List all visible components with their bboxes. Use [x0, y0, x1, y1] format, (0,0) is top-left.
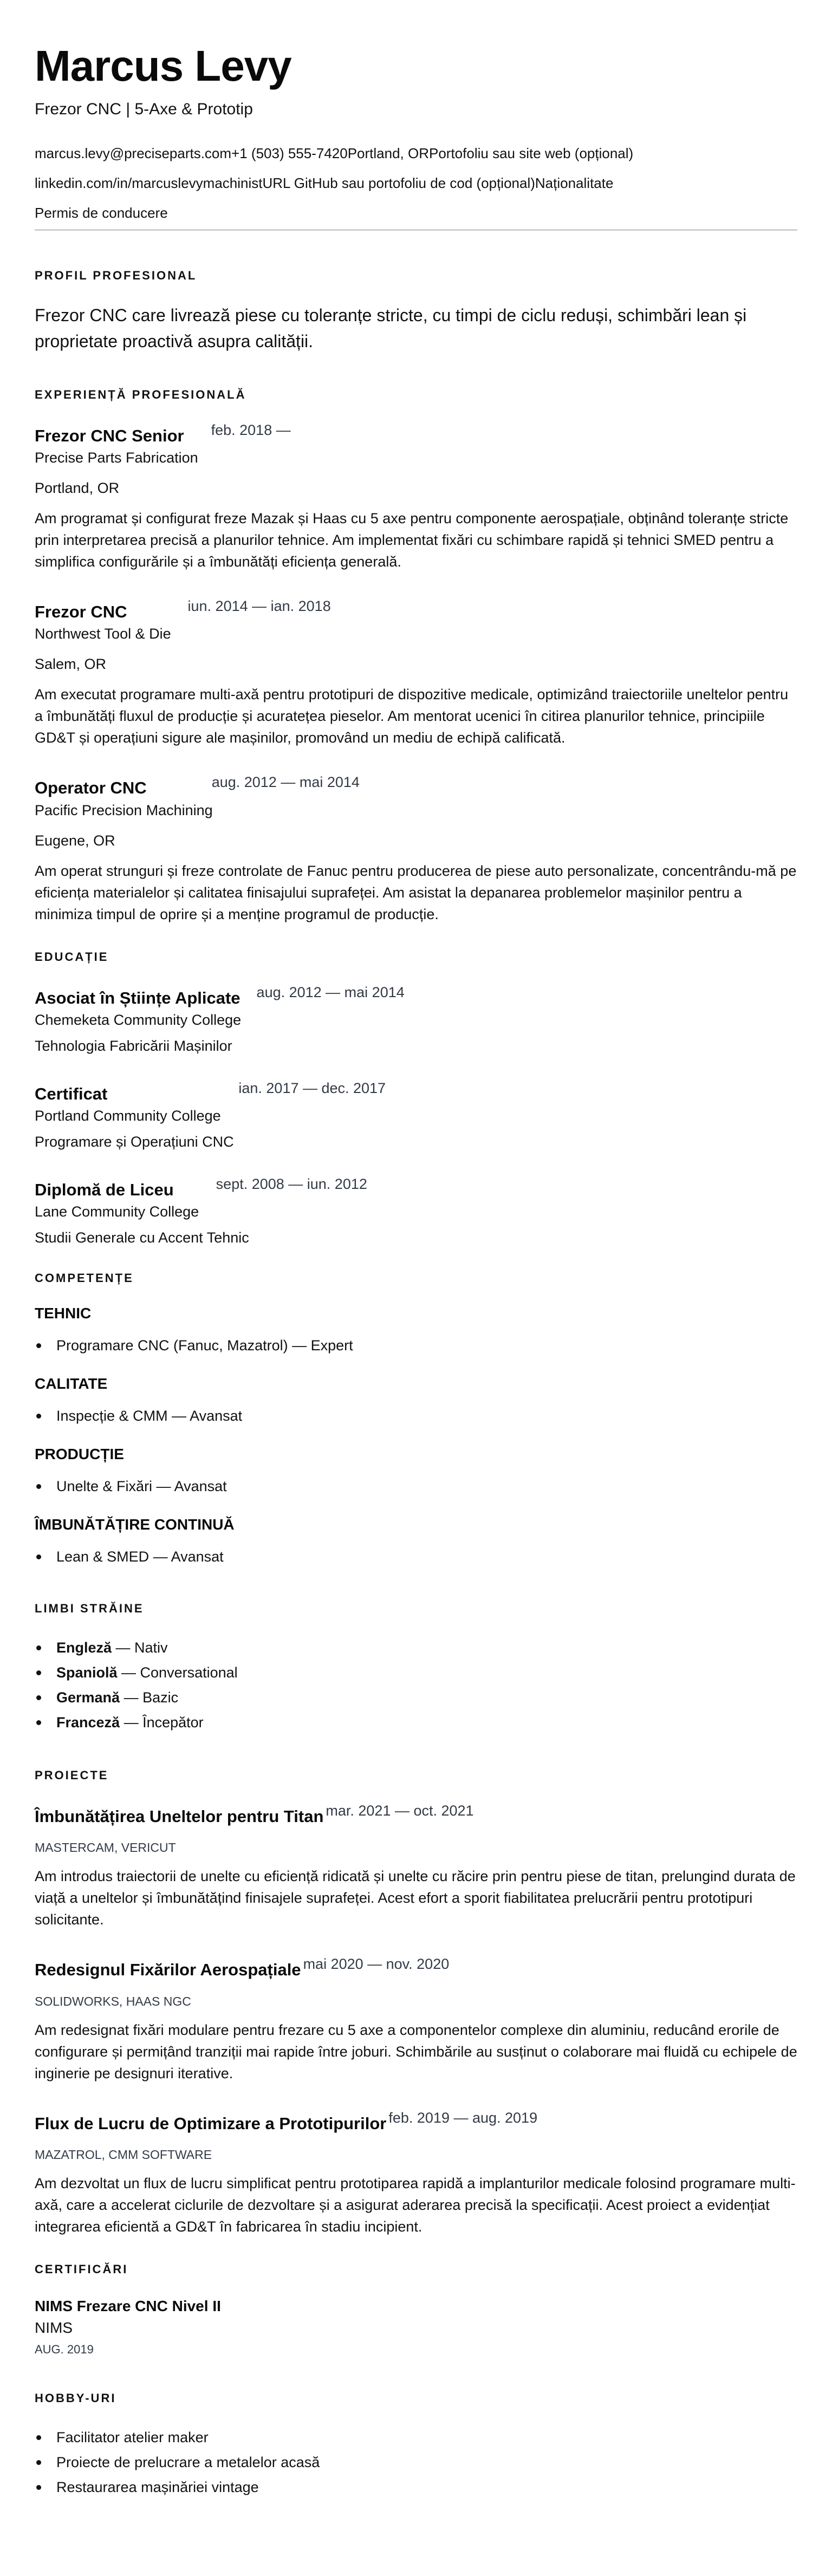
language-name: Germană: [56, 1689, 120, 1706]
entry-header: [35, 1955, 797, 1980]
contact-line: linkedin.com/in/marcuslevymachinistURL GitHub sau portofoliu de cod (opțional)Naționalitate: [35, 175, 614, 191]
projects-section: [35, 1768, 797, 2237]
language-name: Engleză: [56, 1640, 112, 1656]
language-level: — Bazic: [120, 1689, 179, 1706]
degree-title: Diplomă de Liceu: [35, 1180, 174, 1199]
experience-entry: [35, 421, 797, 573]
experience-entry: [35, 597, 797, 749]
languages-section: [35, 1602, 797, 1735]
education-dates: aug. 2012 — mai 2014: [256, 984, 405, 1000]
entry-header: [35, 1079, 797, 1104]
education-entry: [35, 984, 797, 1056]
section-title: HOBBY-URI: [35, 2391, 116, 2405]
experience-section: [35, 388, 797, 925]
skill-group-title: CALITATE: [35, 1375, 108, 1393]
skill-group: [35, 1305, 797, 1358]
job-description: Am operat strunguri și freze controlate de Fanuc pentru producerea de piese auto personalizate, concentrându-mă pe eficiența materialelor și calitatea finisajului suprafeței. Am asistat la depanarea problemelor mașinilor pentru a minimiza timpul de oprire și a menține programul de producție.: [35, 862, 797, 922]
candidate-headline: Frezor CNC | 5-Axe & Prototip: [35, 100, 253, 118]
skill-item: Inspecție & CMM — Avansat: [35, 1403, 797, 1428]
entry-header: [35, 1802, 797, 1826]
company-name: Precise Parts Fabrication: [35, 450, 198, 466]
field-of-study: Tehnologia Fabricării Mașinilor: [35, 1037, 232, 1054]
section-title: EXPERIENȚĂ PROFESIONALĂ: [35, 388, 246, 401]
project-technologies: SOLIDWORKS, HAAS NGC: [35, 1994, 191, 2008]
project-title: Flux de Lucru de Optimizare a Prototipurilor: [35, 2113, 387, 2133]
project-dates: feb. 2019 — aug. 2019: [388, 2109, 538, 2126]
candidate-name: Marcus Levy: [35, 42, 291, 90]
entry-header: [35, 597, 797, 622]
education-section: [35, 950, 797, 1248]
job-description: Am executat programare multi-axă pentru prototipuri de dispozitive medicale, optimizând traiectoriile uneltelor pentru a îmbunătăți fluxul de producție și acuratețea pieselor. Am mentorat ucenici în citirea planurilor tehnice, principiile GD&T și operațiuni sigure ale mașinilor, promovând un mediu de echipă calificată.: [35, 686, 789, 746]
entry-header: [35, 1175, 797, 1200]
education-entry: [35, 1079, 797, 1152]
language-level: — Nativ: [112, 1640, 168, 1656]
job-description: Am programat și configurat freze Mazak și Haas cu 5 axe pentru componente aerospațiale, obținând toleranțe stricte prin interpretarea precisă a planurilor tehnice. Am implementat fixări cu schimbare rapidă și tehnici SMED pentru a simplifica configurările și a îmbunătăți eficiența generală.: [35, 510, 789, 570]
job-location: Portland, OR: [35, 480, 120, 497]
certification-date: AUG. 2019: [35, 2342, 94, 2356]
hobby-item: Facilitator atelier maker: [35, 2425, 797, 2450]
skill-group-title: PRODUCȚIE: [35, 1446, 124, 1463]
hobby-list: [35, 2425, 797, 2500]
profile-section: [35, 269, 797, 354]
language-item: [35, 1685, 797, 1710]
company-name: Pacific Precision Machining: [35, 802, 213, 818]
education-dates: sept. 2008 — iun. 2012: [216, 1175, 367, 1192]
hobby-item: Proiecte de prelucrare a metalelor acasă: [35, 2450, 797, 2475]
section-title: PROFIL PROFESIONAL: [35, 269, 197, 282]
resume-header: [35, 44, 797, 231]
experience-entry: [35, 773, 797, 925]
skill-group: [35, 1375, 797, 1428]
language-list: [35, 1635, 797, 1735]
school-name: Lane Community College: [35, 1204, 199, 1220]
company-name: Northwest Tool & Die: [35, 626, 171, 642]
hobbies-section: [35, 2391, 797, 2500]
section-title: LIMBI STRĂINE: [35, 1602, 144, 1616]
field-of-study: Programare și Operațiuni CNC: [35, 1133, 234, 1150]
job-location: Salem, OR: [35, 656, 107, 673]
language-level: — Conversational: [117, 1664, 238, 1681]
school-name: Chemeketa Community College: [35, 1011, 242, 1028]
project-technologies: MASTERCAM, VERICUT: [35, 1840, 176, 1855]
project-description: Am dezvoltat un flux de lucru simplificat pentru prototiparea rapidă a implanturilor medicale folosind programare multi-axă, care a accelerat ciclurile de dezvoltare și a asigurat aderarea precisă la specificații. Acest proiect a evidențiat integrarea eficientă a GD&T în fabricarea în stadiu incipient.: [35, 2175, 796, 2235]
skills-section: [35, 1271, 797, 1569]
language-item: [35, 1660, 797, 1685]
project-entry: [35, 1802, 797, 1930]
certification-name: NIMS Frezare CNC Nivel II: [35, 2297, 221, 2314]
contact-info: [35, 139, 797, 228]
header-divider: [35, 229, 797, 231]
profile-summary: Frezor CNC care livrează piese cu toleranțe stricte, cu timpi de ciclu reduși, schimbări lean și proprietate proactivă asupra calității.: [35, 305, 747, 351]
degree-title: Asociat în Științe Aplicate: [35, 988, 240, 1007]
project-entry: [35, 2109, 797, 2237]
section-title: COMPETENȚE: [35, 1271, 134, 1285]
job-title: Frezor CNC Senior: [35, 426, 184, 445]
certifications-section: [35, 2262, 797, 2359]
education-dates: ian. 2017 — dec. 2017: [238, 1079, 386, 1096]
entry-header: [35, 2109, 797, 2133]
contact-line: marcus.levy@preciseparts.com+1 (503) 555-7420Portland, ORPortofoliu sau site web (opțional): [35, 145, 634, 161]
language-item: [35, 1635, 797, 1660]
job-dates: feb. 2018 —: [211, 422, 291, 438]
certification-issuer: NIMS: [35, 2319, 73, 2336]
education-entry: [35, 1175, 797, 1247]
project-title: Îmbunătățirea Uneltelor pentru Titan: [35, 1807, 324, 1826]
skill-list: [35, 1474, 797, 1499]
job-title: Frezor CNC: [35, 602, 127, 622]
school-name: Portland Community College: [35, 1107, 221, 1124]
language-item: [35, 1710, 797, 1735]
contact-line: Permis de conducere: [35, 205, 168, 221]
section-title: PROIECTE: [35, 1768, 109, 1783]
certification-entry: [35, 2296, 797, 2359]
project-description: Am redesignat fixări modulare pentru frezare cu 5 axe a componentelor complexe din aluminiu, reducând erorile de configurare și permițând tranziții mai rapide între joburi. Schimbările au susținut o colaborare mai fluidă cu echipele de inginerie pe designuri iterative.: [35, 2021, 797, 2081]
entry-header: [35, 421, 797, 446]
project-entry: [35, 1955, 797, 2084]
skill-list: [35, 1333, 797, 1358]
job-dates: aug. 2012 — mai 2014: [211, 774, 360, 791]
section-title: EDUCAȚIE: [35, 949, 109, 964]
skill-list: [35, 1544, 797, 1569]
project-dates: mar. 2021 — oct. 2021: [326, 1803, 474, 1819]
skill-group: [35, 1516, 797, 1569]
field-of-study: Studii Generale cu Accent Tehnic: [35, 1230, 249, 1246]
entry-header: [35, 984, 797, 1008]
project-title: Redesignul Fixărilor Aerospațiale: [35, 1960, 301, 1980]
skill-group: [35, 1446, 797, 1499]
entry-header: [35, 773, 797, 798]
skill-group-title: ÎMBUNĂTĂȚIRE CONTINUĂ: [35, 1516, 235, 1533]
job-dates: iun. 2014 — ian. 2018: [187, 598, 331, 615]
skill-list: [35, 1403, 797, 1428]
language-name: Franceză: [56, 1714, 120, 1731]
project-technologies: MAZATROL, CMM SOFTWARE: [35, 2147, 212, 2162]
job-location: Eugene, OR: [35, 832, 115, 849]
language-name: Spaniolă: [56, 1664, 118, 1681]
hobby-item: Restaurarea mașinăriei vintage: [35, 2475, 797, 2500]
skill-item: Lean & SMED — Avansat: [35, 1544, 797, 1569]
job-title: Operator CNC: [35, 778, 147, 798]
skill-group-title: TEHNIC: [35, 1305, 92, 1322]
skill-item: Programare CNC (Fanuc, Mazatrol) — Expert: [35, 1333, 797, 1358]
degree-title: Certificat: [35, 1084, 108, 1103]
language-level: — Începător: [120, 1714, 204, 1731]
skill-item: Unelte & Fixări — Avansat: [35, 1474, 797, 1499]
section-title: CERTIFICĂRI: [35, 2262, 128, 2276]
project-description: Am introdus traiectorii de unelte cu eficiență ridicată și unelte cu răcire prin pentru piese de titan, prelungind durata de viață a uneltelor și îmbunătățind finisajele suprafeței. Acest efort a sporit fiabilitatea prelucrării pentru prototipuri solicitante.: [35, 1868, 796, 1928]
project-dates: mai 2020 — nov. 2020: [303, 1956, 450, 1973]
